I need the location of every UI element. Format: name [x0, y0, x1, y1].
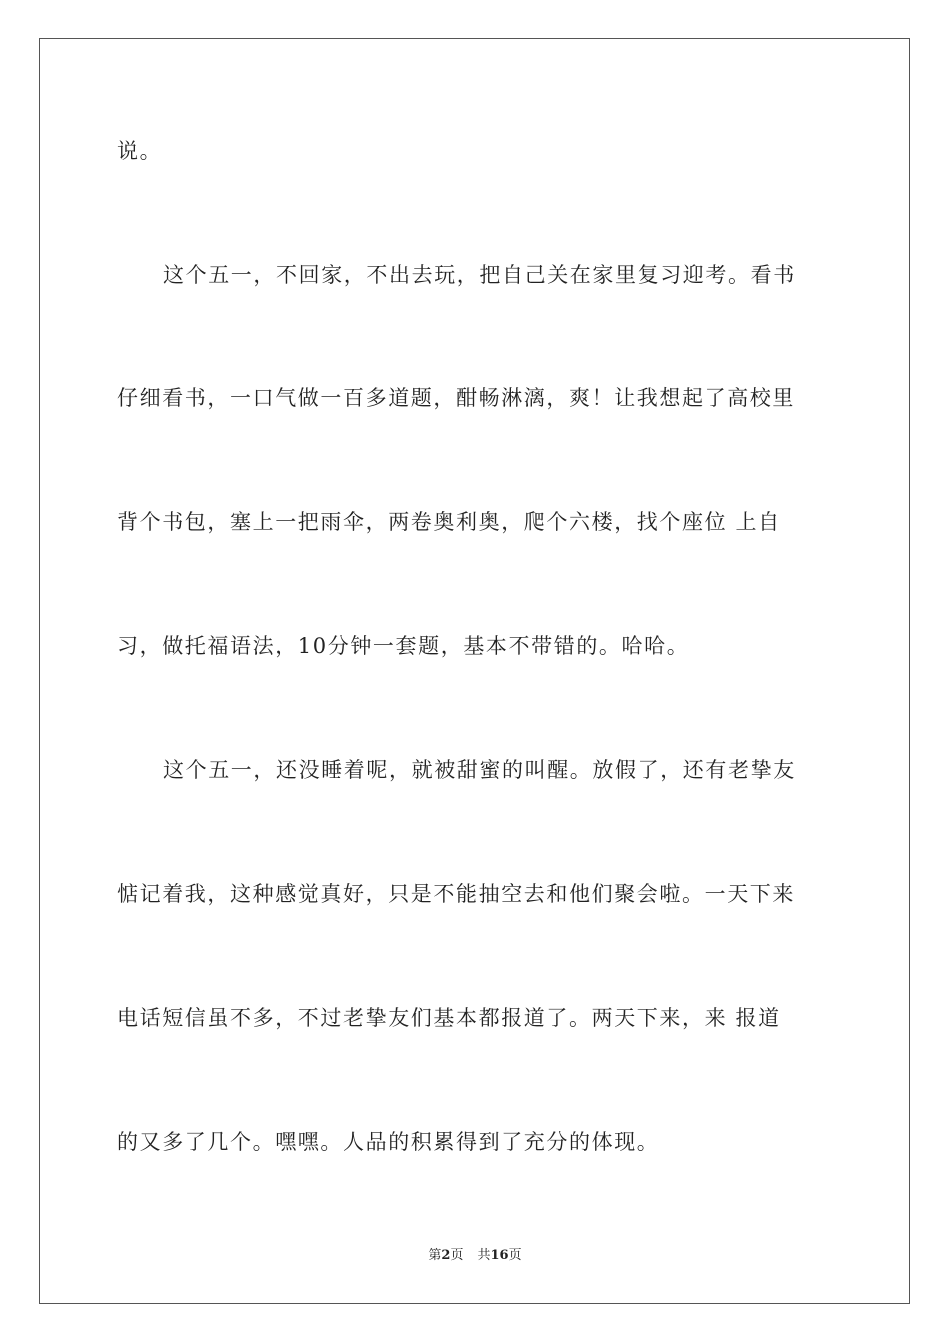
total-pages: 16 [490, 1248, 509, 1263]
text-line-8: 电话短信虽不多，不过老挚友们基本都报道了。两天下来，来 报道 [117, 1006, 781, 1030]
total-suffix: 页 [508, 1248, 522, 1263]
page-footer [0, 1247, 950, 1265]
page-border [39, 38, 910, 1304]
page-prefix: 第 [428, 1248, 442, 1263]
text-line-3: 仔细看书，一口气做一百多道题，酣畅淋漓，爽！让我想起了高校里 [117, 386, 795, 410]
text-line-1: 说。 [117, 139, 163, 163]
total-prefix: 共 [477, 1248, 491, 1263]
text-line-4: 背个书包，塞上一把雨伞，两卷奥利奥，爬个六楼，找个座位 上自 [117, 510, 781, 534]
text-line-7: 惦记着我，这种感觉真好，只是不能抽空去和他们聚会啦。一天下来 [117, 882, 795, 906]
text-line-9: 的又多了几个。嘿嘿。人品的积累得到了充分的体现。 [117, 1130, 660, 1154]
paragraph-1-first-line: 这个五一，不回家，不出去玩，把自己关在家里复习迎考。看书 [163, 263, 796, 287]
page-number: 2 [441, 1248, 451, 1263]
page-suffix: 页 [450, 1248, 464, 1263]
text-line-5: 习，做托福语法，10分钟一套题，基本不带错的。哈哈。 [117, 634, 690, 658]
paragraph-2-first-line: 这个五一，还没睡着呢，就被甜蜜的叫醒。放假了，还有老挚友 [163, 758, 796, 782]
